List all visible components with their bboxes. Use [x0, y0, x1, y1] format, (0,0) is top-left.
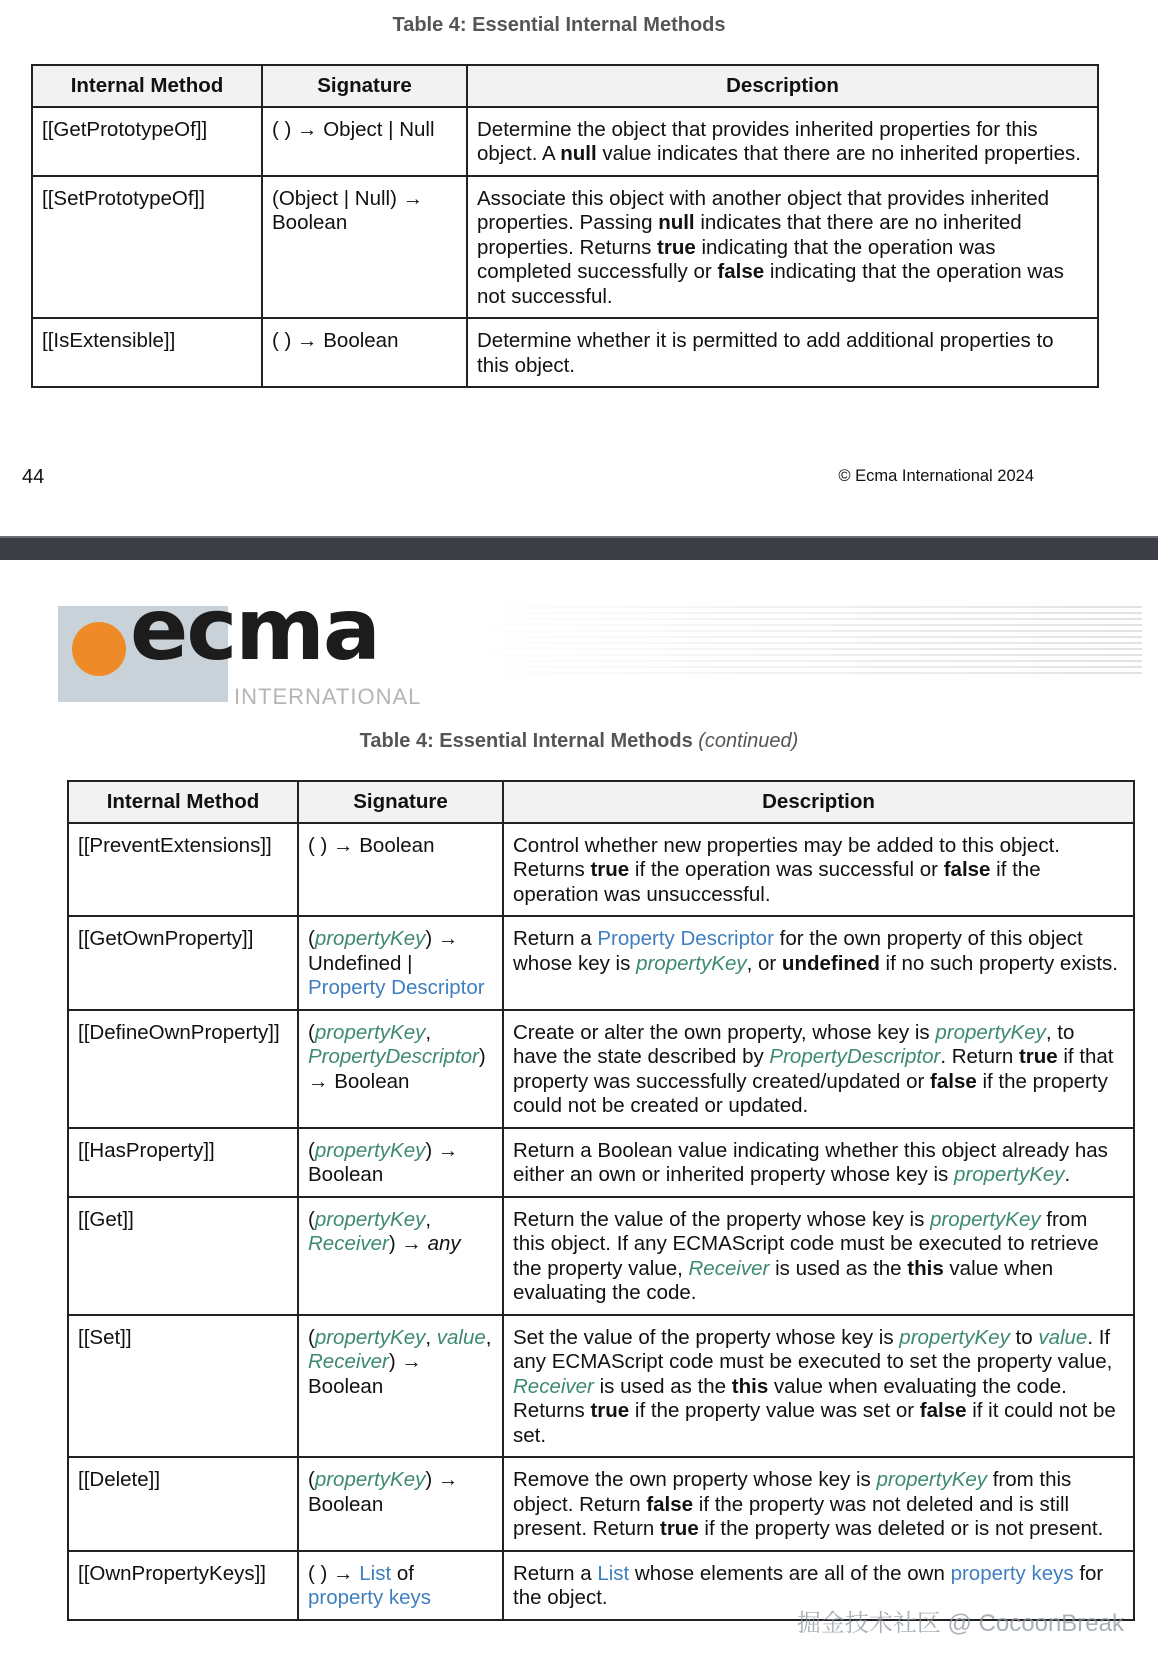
bold-term: true	[660, 1517, 699, 1540]
text-run: if the operation was unsuccessful.	[513, 858, 1041, 906]
text-run: (	[308, 927, 315, 950]
text-run: value indicates that there are no inherited properties.	[596, 142, 1081, 165]
text-run: Return a	[513, 927, 598, 950]
column-header: Signature	[298, 781, 503, 823]
signature-cell	[298, 1457, 503, 1551]
table-row	[68, 1010, 1134, 1128]
bold-term: null	[658, 211, 695, 234]
method-name-cell: [[DefineOwnProperty]]	[68, 1010, 298, 1128]
text-run: (	[308, 1020, 315, 1044]
watermark: 掘金技术社区 @ CocoonBreak	[796, 1610, 1124, 1637]
spec-link[interactable]: List	[359, 1561, 392, 1585]
method-name-cell: [[OwnPropertyKeys]]	[68, 1551, 298, 1620]
table-row	[32, 176, 1098, 319]
parameter-name: Receiver	[308, 1232, 389, 1255]
spec-link[interactable]: Property Descriptor	[308, 976, 485, 999]
description-cell	[503, 1197, 1134, 1315]
table-row	[32, 107, 1098, 176]
parameter-name: Receiver	[308, 1350, 389, 1373]
text-run: ,	[485, 1325, 492, 1349]
text-run: ( ) → Boolean	[308, 833, 435, 857]
text-run: Determine whether it is permitted to add additional properties to this object.	[477, 329, 1054, 377]
text-run: Create or alter the own property, whose key is	[513, 1020, 936, 1044]
parameter-name: Receiver	[513, 1374, 594, 1398]
text-run: if it could not be set.	[513, 1399, 1116, 1447]
signature-cell	[298, 1315, 503, 1458]
text-run: indicating that the operation was not successful.	[477, 260, 1064, 308]
column-header: Description	[467, 65, 1098, 107]
text-run: ( ) →	[308, 1561, 360, 1585]
text-run: ) → Boolean	[308, 1138, 459, 1186]
text-run: value when evaluating the code.	[513, 1256, 1054, 1304]
text-run: . Return	[940, 1045, 1019, 1068]
parameter-name: propertyKey	[314, 1468, 426, 1491]
parameter-name: propertyKey	[314, 1020, 426, 1044]
parameter-name: propertyKey	[314, 1325, 426, 1349]
bold-term: false	[943, 858, 991, 881]
table-header-row	[32, 65, 1098, 107]
signature-cell	[298, 1197, 503, 1315]
description-cell	[467, 176, 1098, 319]
parameter-name: propertyKey	[314, 1207, 426, 1231]
text-run: ) → Boolean	[308, 1468, 459, 1516]
text-run: Remove the own property whose key is	[513, 1468, 877, 1491]
bold-term: false	[930, 1069, 977, 1093]
text-run: Control whether new properties may be added to this object. Returns	[513, 833, 1060, 881]
text-run: ( ) → Boolean	[272, 329, 399, 352]
text-run: , or	[746, 951, 782, 975]
text-run: if no such property exists.	[879, 951, 1118, 975]
column-header: Signature	[262, 65, 467, 107]
page-44	[0, 0, 1158, 536]
copyright-notice: © Ecma International 2024	[838, 467, 1034, 485]
text-run: whose elements are all of the own	[629, 1561, 951, 1585]
table-title-text: Table 4: Essential Internal Methods	[359, 730, 693, 752]
signature-cell	[298, 1128, 503, 1197]
text-run: Associate this object with another object that provides inherited properties. Passing	[477, 186, 1050, 234]
parameter-name: propertyKey	[314, 927, 426, 950]
signature-cell	[262, 176, 467, 319]
text-run: if the property could not be created or updated.	[513, 1069, 1108, 1117]
table-title: Table 4: Essential Internal Methods	[392, 14, 726, 36]
type-name: any	[427, 1232, 461, 1255]
text-run: Return a	[513, 1561, 598, 1585]
description-cell	[503, 1128, 1134, 1197]
parameter-name: propertyKey	[930, 1207, 1041, 1231]
description-cell	[503, 823, 1134, 917]
parameter-name: propertyKey	[899, 1325, 1010, 1349]
text-run: ,	[425, 1325, 437, 1349]
bold-term: false	[717, 260, 765, 283]
parameter-name: propertyKey	[636, 951, 747, 975]
description-cell	[503, 1315, 1134, 1458]
table-row	[68, 916, 1134, 1010]
parameter-name: PropertyDescriptor	[308, 1045, 479, 1068]
bold-term: true	[590, 1399, 630, 1422]
text-run: if the property was deleted or is not present.	[698, 1517, 1104, 1540]
column-header: Description	[503, 781, 1134, 823]
text-run: . If any ECMAScript code must be executed to set the property value,	[513, 1325, 1113, 1373]
text-run: value when evaluating the code. Returns	[513, 1374, 1067, 1422]
spec-link[interactable]: property keys	[950, 1561, 1074, 1585]
logo-subtext: INTERNATIONAL	[234, 684, 422, 709]
table-title-suffix: (continued)	[698, 730, 799, 752]
signature-cell	[298, 1010, 503, 1128]
method-name-cell: [[GetOwnProperty]]	[68, 916, 298, 1010]
table-row	[32, 318, 1098, 387]
bold-term: this	[907, 1256, 944, 1280]
parameter-name: Receiver	[688, 1256, 770, 1280]
text-run: indicates that there are no inherited properties. Returns	[477, 211, 1022, 259]
text-run: is used as the	[593, 1374, 732, 1398]
bold-term: true	[590, 858, 630, 881]
bold-term: false	[646, 1492, 694, 1516]
parameter-name: value	[1038, 1325, 1088, 1349]
internal-methods-table	[31, 64, 1099, 388]
text-run: from this object. If any ECMAScript code must be executed to retrieve the property value,	[513, 1207, 1099, 1280]
text-run: is used as the	[769, 1256, 908, 1280]
method-name-cell: [[IsExtensible]]	[32, 318, 262, 387]
description-cell	[503, 1457, 1134, 1551]
text-run: for the own property of this object whose key is	[513, 927, 1083, 975]
text-run: ) → Boolean	[308, 1350, 422, 1398]
text-run: ) → Undefined |	[308, 927, 459, 975]
method-name-cell: [[Set]]	[68, 1315, 298, 1458]
text-run: if the operation was successful or	[629, 858, 944, 881]
signature-cell	[298, 1551, 503, 1620]
signature-cell	[298, 916, 503, 1010]
method-name-cell: [[Get]]	[68, 1197, 298, 1315]
page-separator	[0, 536, 1158, 560]
column-header: Internal Method	[32, 65, 262, 107]
logo-circle-icon	[72, 622, 126, 676]
text-run: ,	[425, 1020, 432, 1044]
bold-term: null	[560, 142, 597, 165]
text-run: if that property was successfully created/updated or	[513, 1045, 1114, 1093]
text-run: if the property value was set or	[629, 1399, 920, 1422]
method-name-cell: [[GetPrototypeOf]]	[32, 107, 262, 176]
text-run: ) →	[388, 1232, 428, 1255]
bold-term: false	[919, 1399, 967, 1422]
text-run: , to have the state described by	[513, 1020, 1075, 1068]
parameter-name: propertyKey	[314, 1138, 426, 1162]
text-run: (	[308, 1325, 315, 1349]
description-cell	[503, 916, 1134, 1010]
text-run: (Object | Null) → Boolean	[272, 186, 424, 234]
table-row	[68, 823, 1134, 917]
text-run: (	[308, 1138, 315, 1162]
bold-term: this	[731, 1374, 769, 1398]
table-row	[68, 1128, 1134, 1197]
signature-cell	[298, 823, 503, 917]
text-run: if the property was not deleted and is still present. Return	[513, 1492, 1070, 1540]
spec-link[interactable]: Property Descriptor	[597, 927, 774, 950]
method-name-cell: [[Delete]]	[68, 1457, 298, 1551]
parameter-name: propertyKey	[935, 1020, 1046, 1044]
header-stripes	[470, 606, 1142, 676]
spec-link[interactable]: List	[597, 1561, 630, 1585]
page-number: 44	[22, 466, 45, 488]
signature-cell	[262, 318, 467, 387]
table-row	[68, 1315, 1134, 1458]
description-cell	[503, 1010, 1134, 1128]
text-run: of	[391, 1561, 414, 1585]
column-header: Internal Method	[68, 781, 298, 823]
text-run: to	[1009, 1325, 1039, 1349]
parameter-name: propertyKey	[876, 1468, 988, 1491]
text-run: Return a Boolean value indicating whether this object already has either an own or inherited property whose key is	[513, 1138, 1108, 1186]
text-run: .	[1064, 1163, 1071, 1186]
text-run: Determine the object that provides inherited properties for this object. A	[477, 117, 1038, 165]
bold-term: true	[1018, 1045, 1058, 1068]
parameter-name: value	[436, 1325, 486, 1349]
method-name-cell: [[HasProperty]]	[68, 1128, 298, 1197]
text-run: (	[308, 1207, 315, 1231]
method-name-cell: [[PreventExtensions]]	[68, 823, 298, 917]
parameter-name: PropertyDescriptor	[769, 1045, 941, 1068]
table-title	[0, 730, 1158, 753]
table-row	[68, 1457, 1134, 1551]
spec-link[interactable]: property keys	[308, 1586, 432, 1609]
text-run: (	[308, 1468, 315, 1491]
text-run: ,	[425, 1207, 432, 1231]
table-header-row	[68, 781, 1134, 823]
description-cell	[467, 107, 1098, 176]
text-run: for the object.	[513, 1561, 1104, 1609]
text-run: ) → Boolean	[308, 1045, 486, 1093]
method-name-cell: [[SetPrototypeOf]]	[32, 176, 262, 319]
text-run: from this object. Return	[513, 1468, 1072, 1516]
parameter-name: propertyKey	[953, 1163, 1065, 1186]
text-run: ( ) → Object | Null	[272, 117, 435, 141]
description-cell	[467, 318, 1098, 387]
internal-methods-table	[67, 780, 1135, 1621]
signature-cell	[262, 107, 467, 176]
page-45	[0, 560, 1158, 1674]
table-row	[68, 1197, 1134, 1315]
text-run: Return the value of the property whose key is	[513, 1207, 931, 1231]
text-run: indicating that the operation was completed successfully or	[477, 235, 996, 283]
bold-term: true	[657, 235, 696, 259]
logo-wordmark: ecma	[130, 580, 379, 680]
bold-term: undefined	[781, 951, 880, 975]
text-run: Set the value of the property whose key is	[513, 1325, 900, 1349]
